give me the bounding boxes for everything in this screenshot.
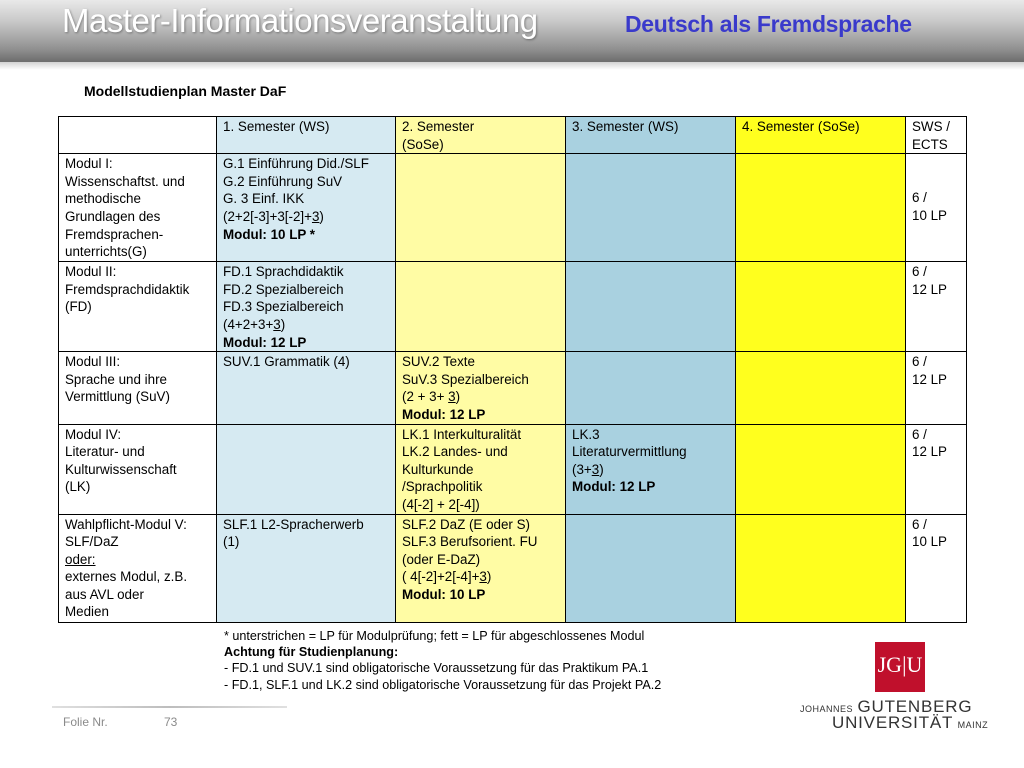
header-shadow (0, 62, 1024, 70)
sws-ects-cell: 6 / 10 LP (906, 154, 967, 262)
semester-2-cell: LK.1 Interkulturalität LK.2 Landes- und Kulturkunde /Sprachpolitik (4[-2] + 2[-4]) (396, 424, 566, 514)
university-name-line-1: JOHANNES GUTENBERG (800, 697, 973, 716)
semester-1-cell: G.1 Einführung Did./SLF G.2 Einführung SuV G. 3 Einf. IKK (2+2[-3]+3[-2]+3) Modul: 10 LP * (217, 154, 396, 262)
semester-2-cell: SUV.2 Texte SuV.3 Spezialbereich (2 + 3+ 3) Modul: 12 LP (396, 352, 566, 424)
header-cell-semester-4: 4. Semester (SoSe) (736, 117, 906, 154)
university-name-line-2: UNIVERSITÄT MAINZ (832, 713, 989, 732)
note-item: - FD.1, SLF.1 und LK.2 sind obligatorische Voraussetzung für das Projekt PA.2 (224, 677, 662, 692)
module-cell: Modul II: Fremdsprachdidaktik (FD) (59, 262, 217, 352)
study-plan-table (58, 116, 967, 623)
semester-3-cell (566, 514, 736, 622)
table-header-row (59, 117, 967, 154)
table-row (59, 352, 967, 424)
semester-4-cell (736, 352, 906, 424)
header-cell-module (59, 117, 217, 154)
document-title: Modellstudienplan Master DaF (84, 83, 287, 99)
semester-3-cell (566, 352, 736, 424)
slide-subtitle: Deutsch als Fremdsprache (625, 11, 912, 37)
semester-1-cell: SLF.1 L2-Spracherwerb (1) (217, 514, 396, 622)
table-row (59, 154, 967, 262)
semester-2-cell (396, 262, 566, 352)
semester-4-cell (736, 514, 906, 622)
legend-note: * unterstrichen = LP für Modulprüfung; fett = LP für abgeschlossenes Modul (224, 629, 645, 643)
table-row (59, 514, 967, 622)
semester-3-cell (566, 262, 736, 352)
sws-ects-cell: 6 / 12 LP (906, 424, 967, 514)
study-plan-notes (224, 628, 661, 693)
note-item: - FD.1 und SUV.1 sind obligatorische Voraussetzung für das Praktikum PA.1 (224, 661, 649, 676)
logo-mark-text: JG|U (877, 652, 923, 677)
semester-4-cell (736, 424, 906, 514)
header-cell-semester-3: 3. Semester (WS) (566, 117, 736, 154)
semester-4-cell (736, 154, 906, 262)
university-logo-mark (875, 642, 925, 692)
module-cell: Wahlpflicht-Modul V: SLF/DaZ oder: externes Modul, z.B. aus AVL oder Medien (59, 514, 217, 622)
table-row (59, 424, 967, 514)
header-cell-semester-1: 1. Semester (WS) (217, 117, 396, 154)
sws-ects-cell: 6 / 12 LP (906, 262, 967, 352)
semester-2-cell (396, 154, 566, 262)
slide-title: Master-Informationsveranstaltung (62, 2, 538, 39)
semester-3-cell (566, 154, 736, 262)
header-cell-sws-ects: SWS / ECTS (906, 117, 967, 154)
module-cell: Modul I: Wissenschaftst. und methodische Grundlagen des Fremdsprachen- unterrichts(G) (59, 154, 217, 262)
semester-1-cell (217, 424, 396, 514)
slide-number-label: Folie Nr. (63, 715, 108, 729)
semester-3-cell: LK.3 Literaturvermittlung (3+3) Modul: 12 LP (566, 424, 736, 514)
slide-number: 73 (164, 715, 178, 729)
semester-1-cell: SUV.1 Grammatik (4) (217, 352, 396, 424)
module-cell: Modul III: Sprache und ihre Vermittlung (SuV) (59, 352, 217, 424)
table-row (59, 262, 967, 352)
semester-4-cell (736, 262, 906, 352)
sws-ects-cell: 6 / 10 LP (906, 514, 967, 622)
header-cell-semester-2: 2. Semester (SoSe) (396, 117, 566, 154)
notes-heading: Achtung für Studienplanung: (224, 645, 399, 660)
footer-divider (52, 706, 287, 708)
semester-1-cell: FD.1 Sprachdidaktik FD.2 Spezialbereich FD.3 Spezialbereich (4+2+3+3) Modul: 12 LP (217, 262, 396, 352)
sws-ects-cell: 6 / 12 LP (906, 352, 967, 424)
semester-2-cell: SLF.2 DaZ (E oder S) SLF.3 Berufsorient. FU (oder E-DaZ) ( 4[-2]+2[-4]+3) Modul: 10 LP (396, 514, 566, 622)
module-cell: Modul IV: Literatur- und Kulturwissenschaft (LK) (59, 424, 217, 514)
study-plan-document (58, 82, 967, 622)
